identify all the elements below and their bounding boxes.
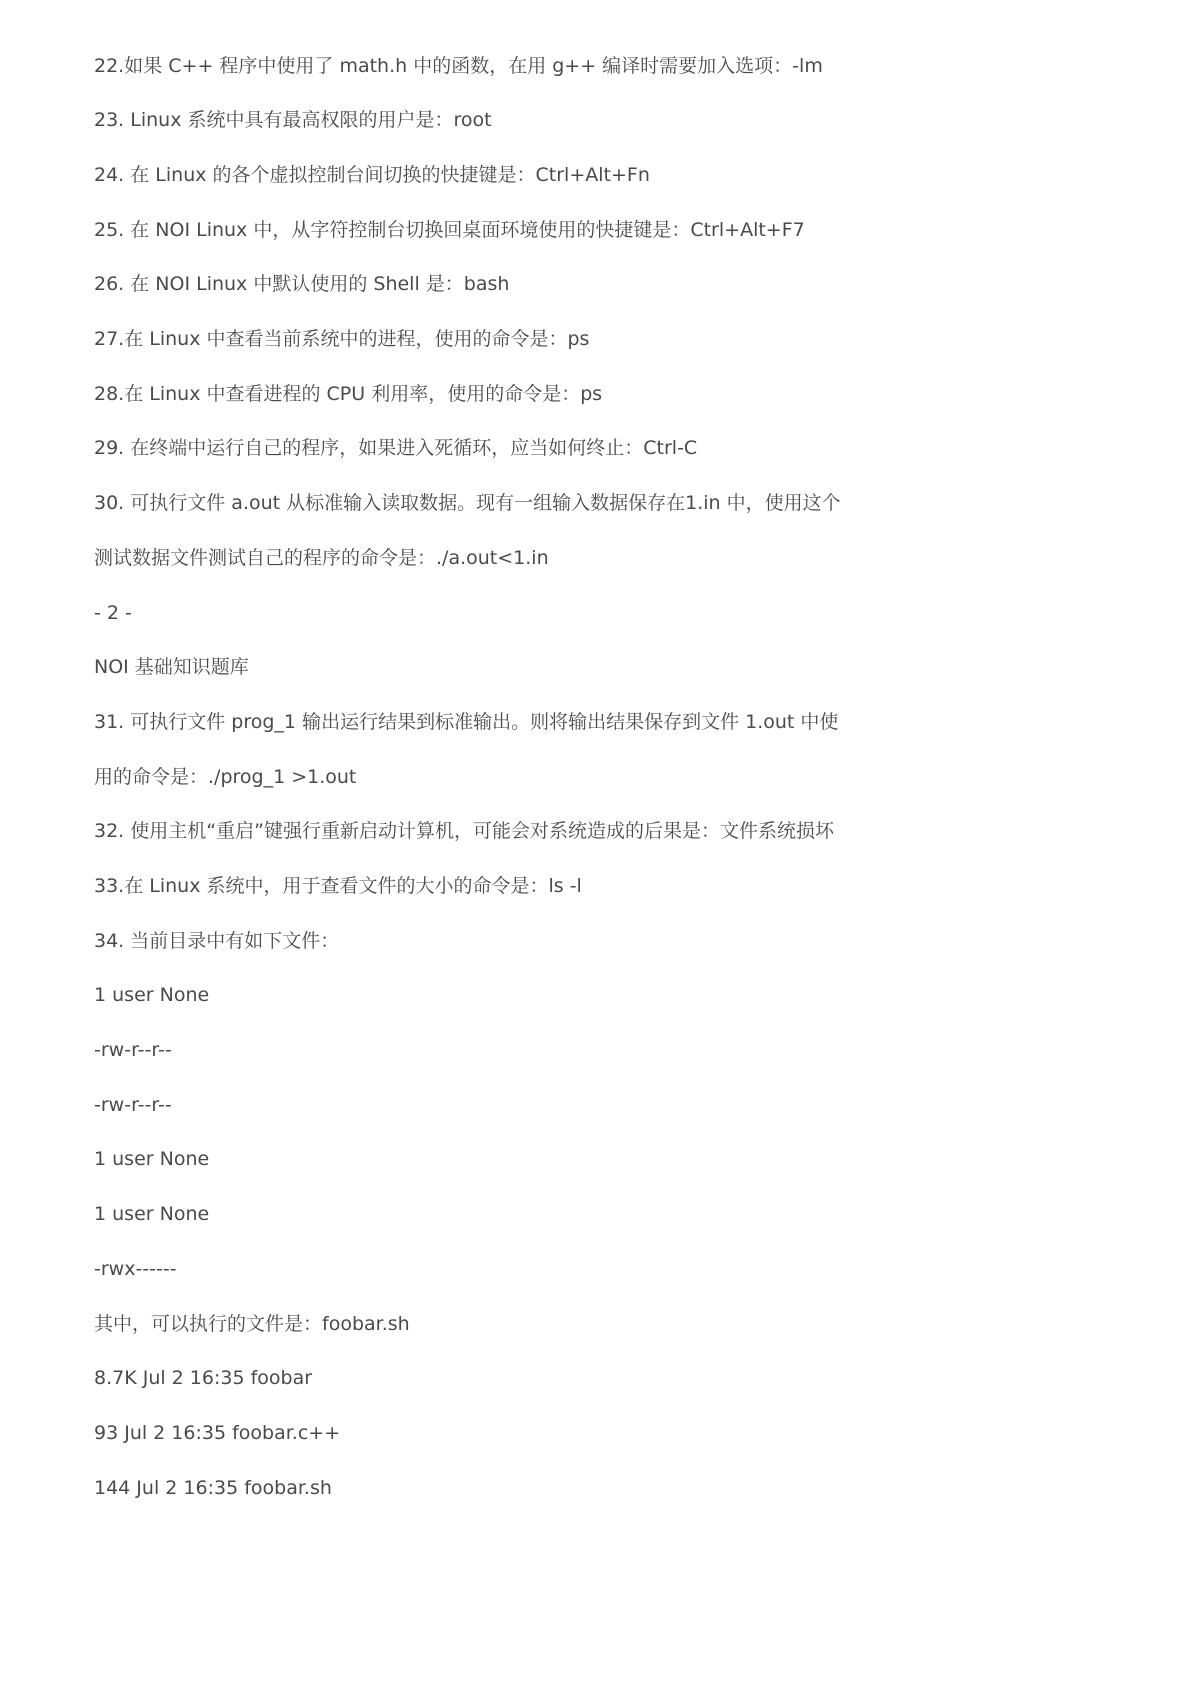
question-23: 23. Linux 系统中具有最高权限的用户是：root [94,109,492,131]
question-34: 34. 当前目录中有如下文件： [94,930,340,952]
question-27: 27.在 Linux 中查看当前系统中的进程，使用的命令是：ps [94,328,590,350]
file-listing-line: 144 Jul 2 16:35 foobar.sh [94,1477,332,1499]
question-25: 25. 在 NOI Linux 中，从字符控制台切换回桌面环境使用的快捷键是：Ctrl+Alt+F7 [94,219,805,241]
running-header: NOI 基础知识题库 [94,656,249,678]
question-34-answer: 其中，可以执行的文件是：foobar.sh [94,1313,410,1335]
question-30: 30. 可执行文件 a.out 从标准输入读取数据。现有一组输入数据保存在1.in 中，使用这个 [94,492,841,514]
file-listing-line: 93 Jul 2 16:35 foobar.c++ [94,1422,341,1444]
file-listing-line: 8.7K Jul 2 16:35 foobar [94,1367,313,1389]
file-listing-line: -rwx------ [94,1258,177,1280]
question-24: 24. 在 Linux 的各个虚拟控制台间切换的快捷键是：Ctrl+Alt+Fn [94,164,650,186]
file-listing-line: 1 user None [94,984,210,1006]
question-31-cont: 用的命令是：./prog_1 >1.out [94,766,357,788]
file-listing-line: 1 user None [94,1203,210,1225]
file-listing-line: 1 user None [94,1148,210,1170]
question-28: 28.在 Linux 中查看进程的 CPU 利用率，使用的命令是：ps [94,383,603,405]
file-listing-line: -rw-r--r-- [94,1094,172,1116]
question-32: 32. 使用主机“重启”键强行重新启动计算机，可能会对系统造成的后果是：文件系统损坏 [94,820,834,842]
question-30-cont: 测试数据文件测试自己的程序的命令是：./a.out<1.in [94,547,549,569]
page-number: - 2 - [94,602,132,624]
question-31: 31. 可执行文件 prog_1 输出运行结果到标准输出。则将输出结果保存到文件 1.out 中使 [94,711,839,733]
question-33: 33.在 Linux 系统中，用于查看文件的大小的命令是：ls -l [94,875,582,897]
question-26: 26. 在 NOI Linux 中默认使用的 Shell 是：bash [94,273,510,295]
file-listing-line: -rw-r--r-- [94,1039,172,1061]
question-22: 22.如果 C++ 程序中使用了 math.h 中的函数，在用 g++ 编译时需要加入选项：-lm [94,55,823,77]
question-29: 29. 在终端中运行自己的程序，如果进入死循环，应当如何终止：Ctrl-C [94,437,698,459]
